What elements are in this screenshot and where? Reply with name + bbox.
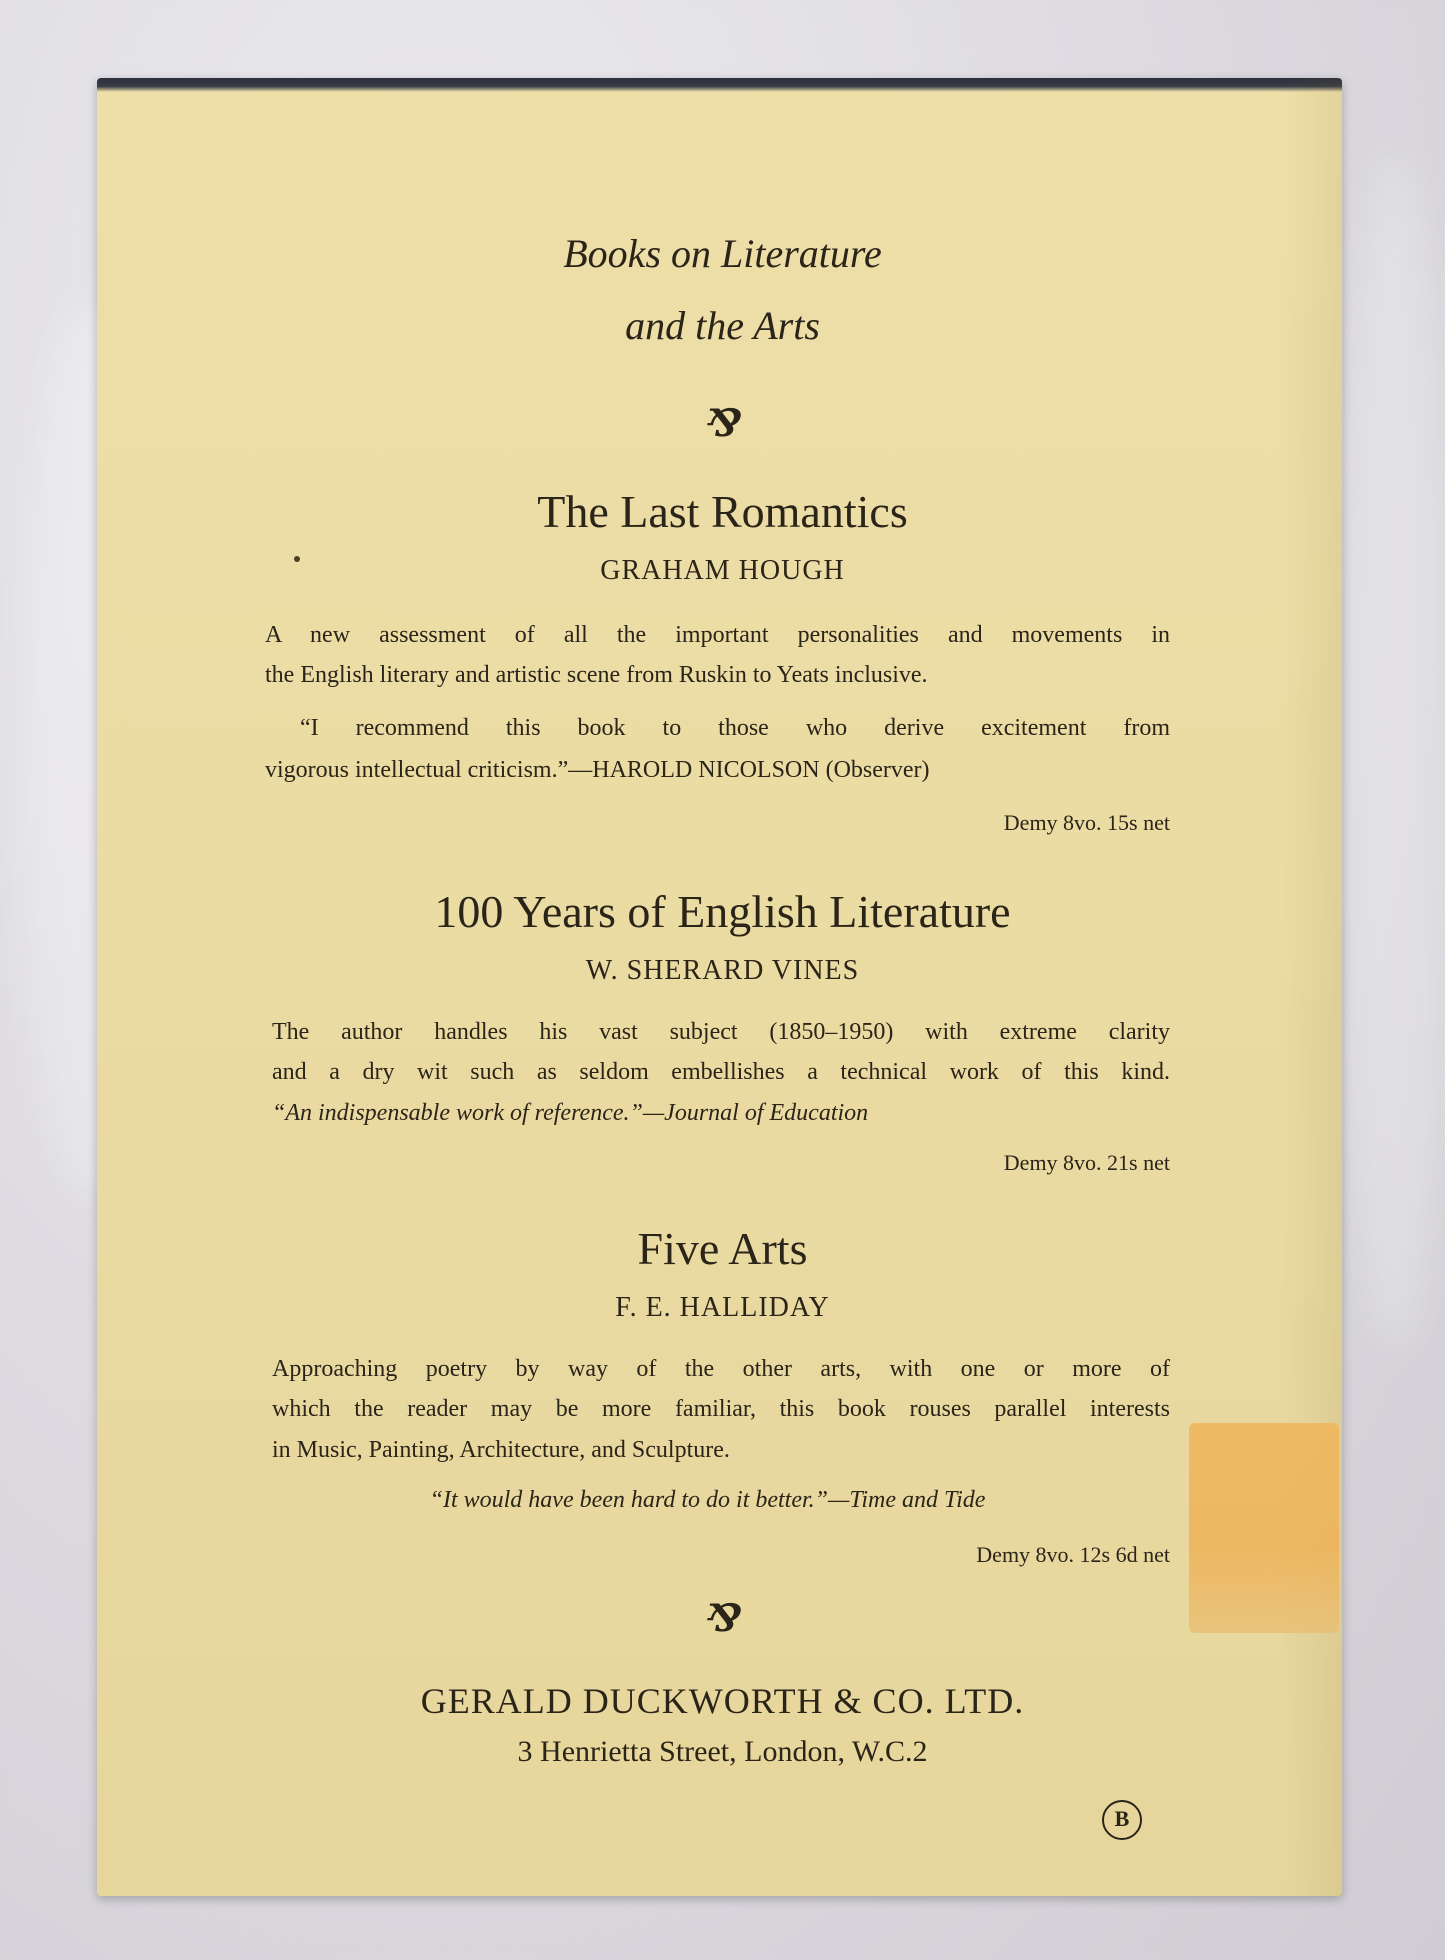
book-description-line: which the reader may be more familiar, this book rouses parallel interests [272,1396,1170,1422]
publisher-mark-icon: B [1102,1800,1142,1840]
duckworth-ornament-icon: ⅋ [705,403,740,445]
book-quote: “It would have been hard to do it better.”—Time and Tide [429,1487,986,1513]
book-quote-line: vigorous intellectual criticism.”—HAROLD NICOLSON (Observer) [265,757,930,783]
header-line-1: Books on Literature [563,231,882,276]
book-quote-line: “I recommend this book to those who derive excitement from [300,715,1170,741]
book-title: Five Arts [637,1223,808,1274]
book-description-line: The author handles his vast subject (1850–1950) with extreme clarity [272,1019,1170,1045]
publisher-name: GERALD DUCKWORTH & CO. LTD. [420,1681,1025,1721]
book-quote: “An indispensable work of reference.”—Journal of Education [272,1100,869,1126]
book-title: 100 Years of English Literature [434,886,1011,937]
book-price: Demy 8vo. 15s net [1003,810,1170,835]
book-author: GRAHAM HOUGH [600,555,845,586]
book-description-line: A new assessment of all the important personalities and movements in [265,622,1170,648]
book-price: Demy 8vo. 12s 6d net [976,1542,1170,1567]
header-line-2: and the Arts [625,303,820,348]
book-description-line: Approaching poetry by way of the other arts, with one or more of [272,1356,1170,1382]
book-author: F. E. HALLIDAY [615,1292,830,1323]
duckworth-ornament-icon: ⅋ [705,1598,740,1640]
book-author: W. SHERARD VINES [585,955,860,986]
book-description-line: in Music, Painting, Architecture, and Sculpture. [272,1437,730,1463]
book-title: The Last Romantics [537,486,908,537]
publisher-address: 3 Henrietta Street, London, W.C.2 [517,1735,928,1768]
book-price: Demy 8vo. 21s net [1003,1150,1170,1175]
book-description-line: and a dry wit such as seldom embellishes a technical work of this kind. [272,1059,1170,1085]
book-description-line: the English literary and artistic scene from Ruskin to Yeats inclusive. [265,662,928,688]
